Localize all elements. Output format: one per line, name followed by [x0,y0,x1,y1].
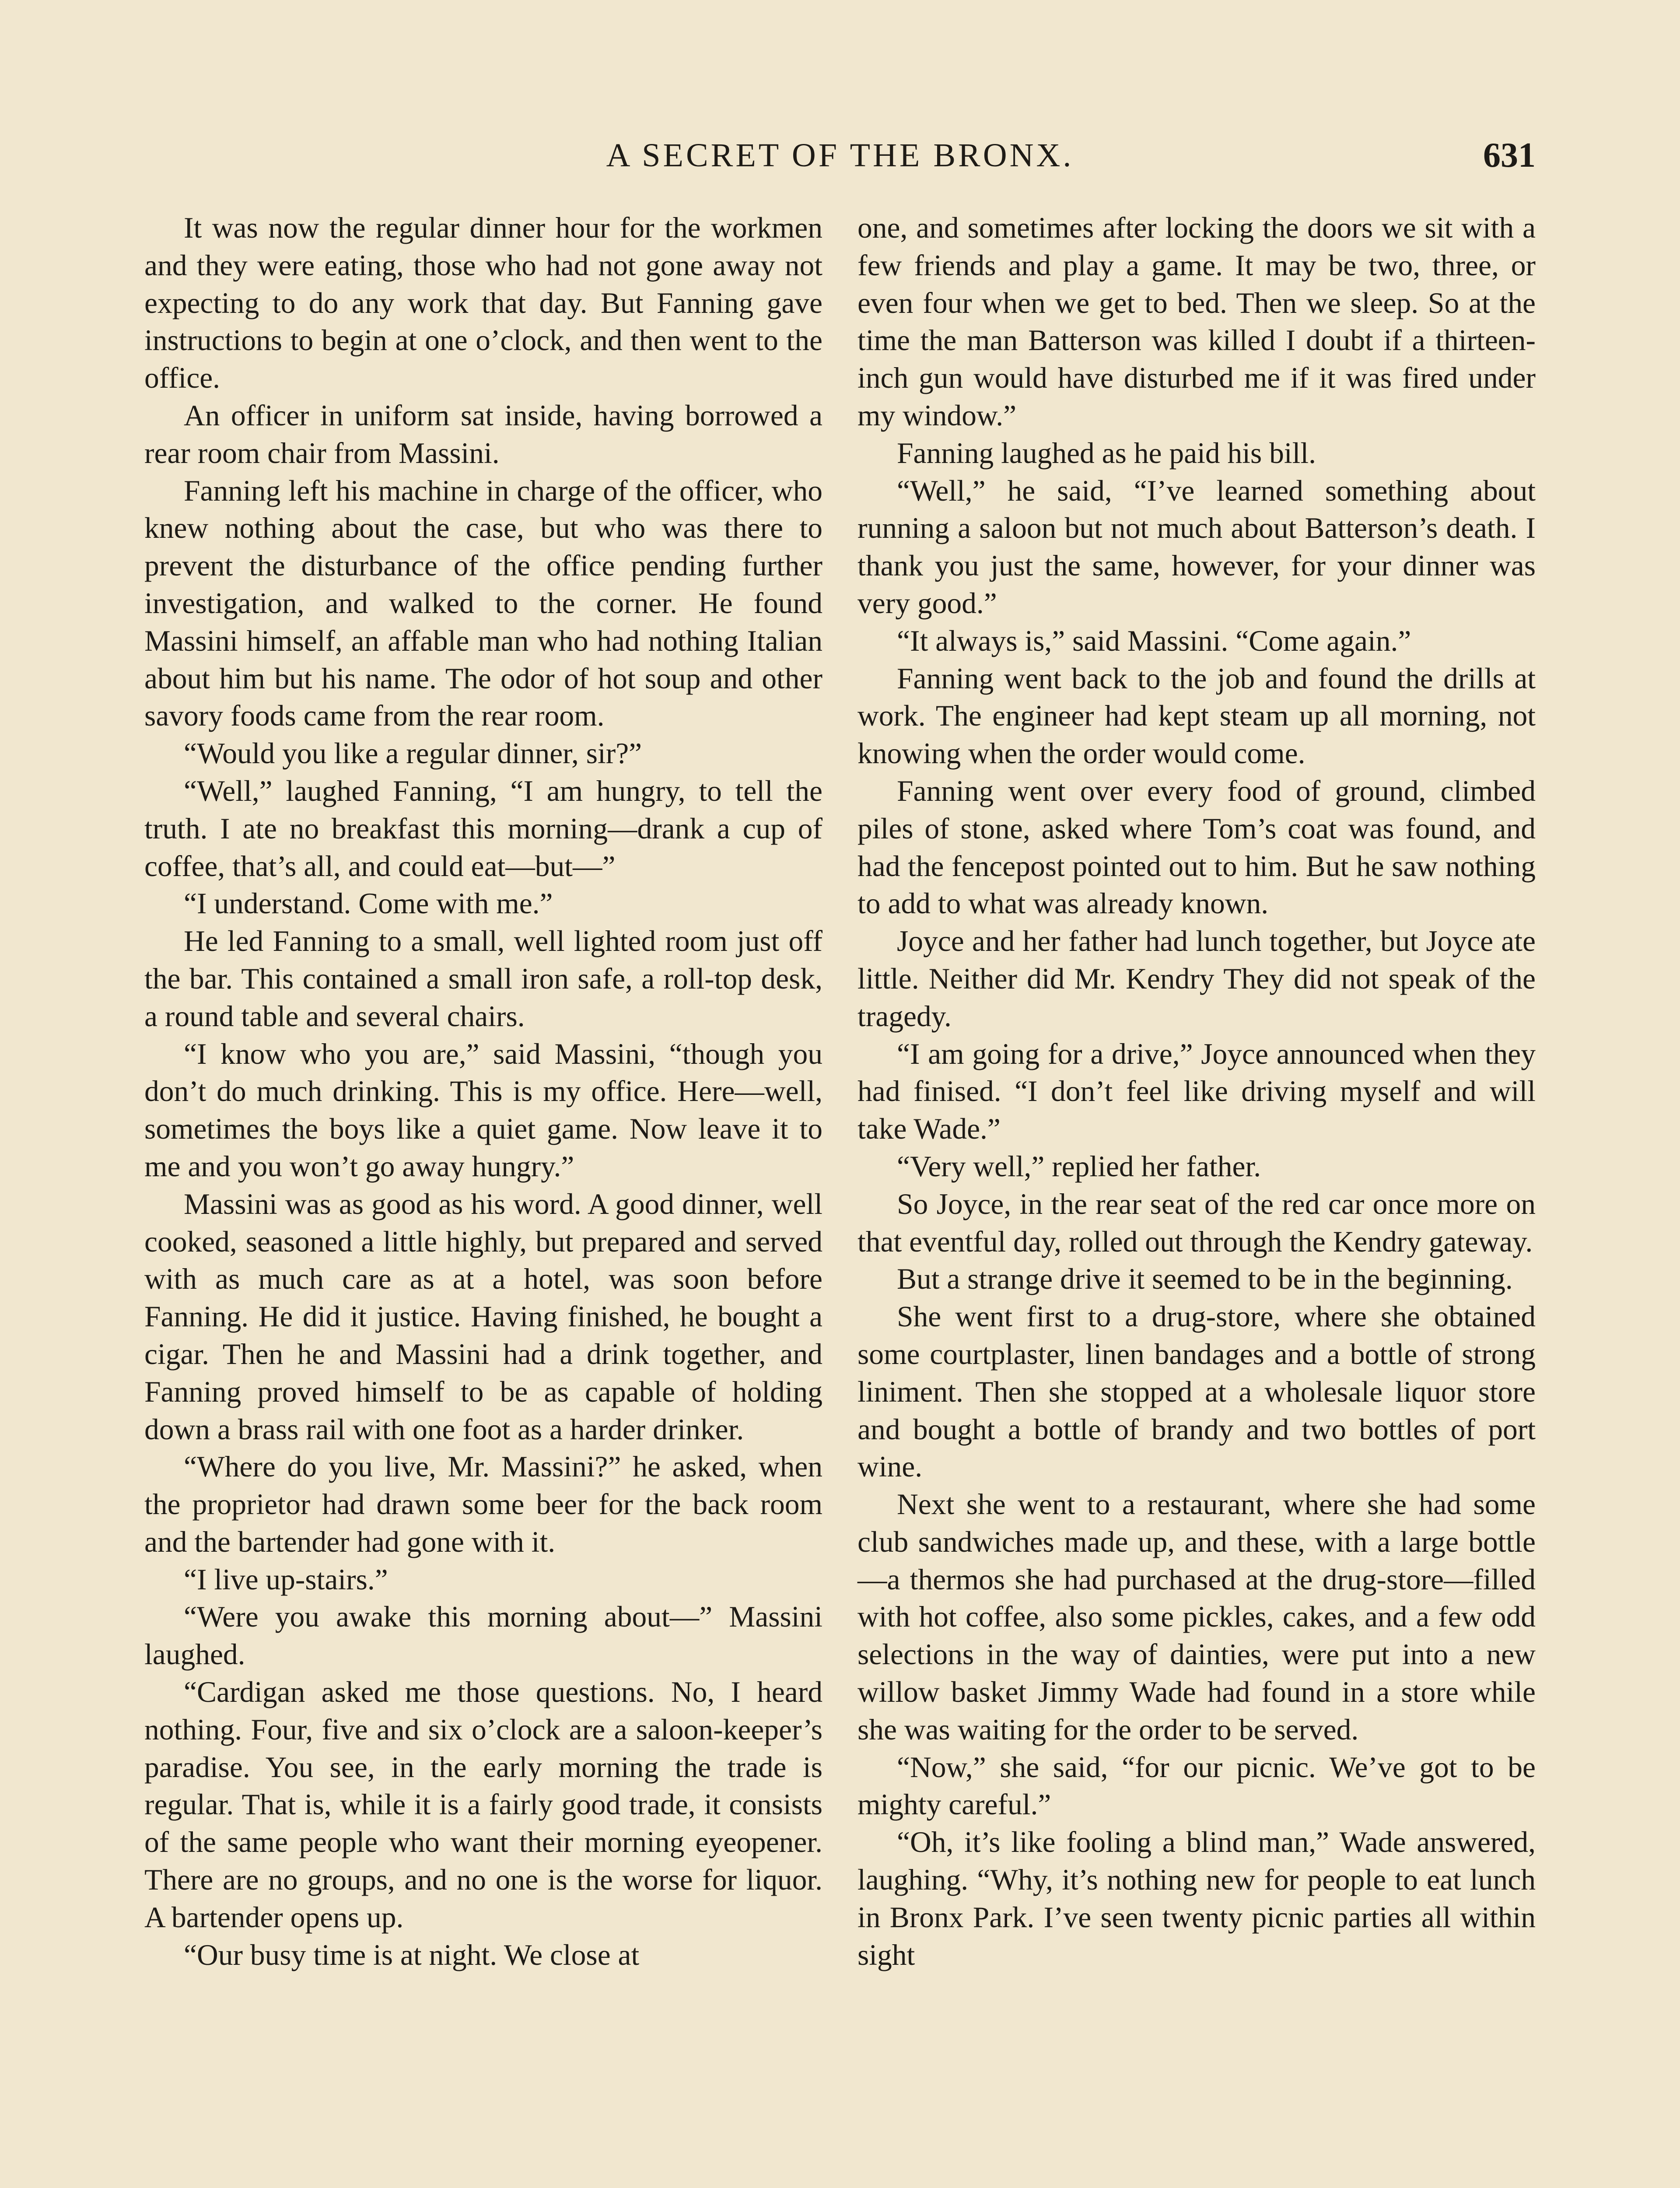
paragraph: He led Fanning to a small, well lighted room just off the bar. This contained a small iron safe, a roll-top desk, a round table and several chairs. [144,925,822,1033]
paragraph: Massini was as good as his word. A good dinner, well cooked, seasoned a little highly, but prepared and served with as much care as at a hotel, was soon before Fanning. He did it justice. Having finished, he bought a cigar. Then he and Massini had a drink together, and Fanning proved himself to be as capable of holding down a brass rail with one foot as a harder drinker. [144,1187,822,1446]
paragraph: “Where do you live, Mr. Massini?” he asked, when the proprietor had drawn some beer for the back room and the bartender had gone with it. [144,1450,822,1558]
paragraph: “Would you like a regular dinner, sir?” [184,737,642,770]
paragraph: “I live up-stairs.” [184,1563,388,1596]
paragraph: An officer in uniform sat inside, having borrowed a rear room chair from Massini. [144,399,822,470]
text-columns [144,209,1536,1974]
paragraph: Fanning laughed as he paid his bill. [897,436,1316,470]
paragraph: “Now,” she said, “for our picnic. We’ve got to be mighty careful.” [858,1750,1536,1821]
paragraph: Fanning left his machine in charge of the officer, who knew nothing about the case, but who was there to prevent the disturbance of the office pending further investigation, and walked to the corner. He found Massini himself, an affable man who had nothing Italian about him but his name. The odor of hot soup and other savory foods came from the rear room. [144,474,822,733]
paragraph: Next she went to a restaurant, where she had some club sandwiches made up, and these, with a large bottle—a thermos she had purchased at the drug-store—filled with hot coffee, also some pickles, cakes, and a few odd selections in the way of dainties, were put into a new willow basket Jimmy Wade had found in a store while she was waiting for the order to be served. [858,1488,1536,1746]
paragraph: “Well,” laughed Fanning, “I am hungry, to tell the truth. I ate no breakfast this morning—drank a cup of coffee, that’s all, and could eat—but—” [144,774,822,883]
paragraph: But a strange drive it seemed to be in the beginning. [897,1262,1513,1296]
paragraph: Joyce and her father had lunch together, but Joyce ate little. Neither did Mr. Kendry They did not speak of the tragedy. [858,925,1536,1033]
paragraph: “I know who you are,” said Massini, “though you don’t do much drinking. This is my office. Here—well, sometimes the boys like a quiet game. Now leave it to me and you won’t go away hungry.” [144,1037,822,1183]
paragraph: “I am going for a drive,” Joyce announced when they had finised. “I don’t feel like driving myself and will take Wade.” [858,1037,1536,1146]
paragraph: Fanning went over every food of ground, climbed piles of stone, asked where Tom’s coat was found, and had the fencepost pointed out to him. But he saw nothing to add to what was already known. [858,774,1536,920]
paragraph: Fanning went back to the job and found the drills at work. The engineer had kept steam up all morning, not knowing when the order would come. [858,662,1536,770]
paragraph: “Oh, it’s like fooling a blind man,” Wade answered, laughing. “Why, it’s nothing new for people to eat lunch in Bronx Park. I’ve seen twenty picnic parties all within sight [858,1826,1536,1971]
running-head: A SECRET OF THE BRONX. [606,137,1074,174]
paragraph: “It always is,” said Massini. “Come again.” [897,624,1411,657]
left-column [144,209,822,1974]
paragraph-continued: one, and sometimes after locking the doors we sit with a few friends and play a game. It may be two, three, or even four when we get to bed. Then we sleep. So at the time the man Batterson was killed I doubt if a thirteen-inch gun would have disturbed me if it was fired under my window.” [858,211,1536,432]
paragraph: “Were you awake this morning about—” Massini laughed. [144,1600,822,1671]
paragraph: “I understand. Come with me.” [184,887,553,920]
paragraph: “Well,” he said, “I’ve learned something about running a saloon but not much about Batterson’s death. I thank you just the same, however, for your dinner was very good.” [858,474,1536,620]
page-header [144,131,1536,179]
paragraph: “Very well,” replied her father. [897,1150,1261,1183]
paragraph: So Joyce, in the rear seat of the red car once more on that eventful day, rolled out through the Kendry gateway. [858,1187,1536,1258]
paragraph: It was now the regular dinner hour for the workmen and they were eating, those who had not gone away not expecting to do any work that day. But Fanning gave instructions to begin at one o’clock, and then went to the office. [144,211,822,395]
paragraph: “Cardigan asked me those questions. No, I heard nothing. Four, five and six o’clock are a saloon-keeper’s paradise. You see, in the early morning the trade is regular. That is, while it is a fairly good trade, it consists of the same people who want their morning eyeopener. There are no groups, and no one is the worse for liquor. A bartender opens up. [144,1676,822,1934]
page-number: 631 [1483,136,1536,175]
paragraph: She went first to a drug-store, where she obtained some courtplaster, linen bandages and a bottle of strong liniment. Then she stopped at a wholesale liquor store and bought a bottle of brandy and two bottles of port wine. [858,1300,1536,1483]
paragraph: “Our busy time is at night. We close at [184,1938,640,1971]
right-column [858,209,1536,1974]
